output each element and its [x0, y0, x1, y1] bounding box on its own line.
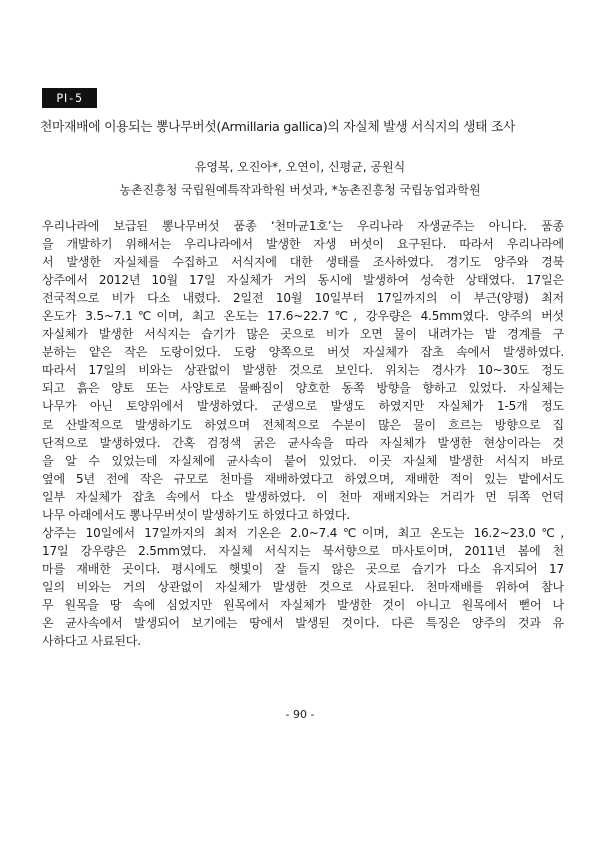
abstract-line: 을 개발하기 위해서는 우리나라에서 발생한 자생 버섯이 요구된다. 따라서 우리나라에: [42, 237, 564, 252]
abstract-line: 17일 강우량은 2.5mm였다. 자실체 서식지는 북서향으로 마사토이며, 2011년 봄에 천: [42, 543, 564, 558]
abstract-line: 나무가 아닌 토양위에서 발생하였다. 군생으로 발생도 하였지만 자실체가 1-5개 정도: [42, 399, 564, 414]
page-number: - 90 -: [285, 708, 315, 721]
abstract-line: 로 산발적으로 발생하기도 하였으며 전체적으로 수분이 많은 물이 흐르는 방향으로 집: [42, 417, 564, 432]
abstract-line: 우리나라에 보급된 뽕나무버섯 품종 ‘천마균1호’는 우리나라 자생균주는 아니다. 품종: [42, 219, 564, 233]
abstract-line: 되고 흙은 양토 또는 사양토로 물빠짐이 양호한 동쪽 방향을 향하고 있었다. 자실체는: [42, 381, 564, 396]
abstract-line: 을 알 수 있었는데 자실체에 균사속이 붙어 있었다. 이곳 자실체 발생한 서식지 바로: [42, 453, 564, 468]
abstract-line: 따라서 17일의 비와는 상관없이 발생한 것으로 보인다. 위치는 경사가 10~30도 정도: [42, 363, 564, 378]
section-code-badge: PⅠ-5: [42, 88, 97, 108]
abstract-line: 상주는 10일에서 17일까지의 최저 기온은 2.0~7.4℃이며, 최고 온도는 16.2~23.0℃,: [42, 525, 564, 540]
abstract-line: 일의 비와는 거의 상관없이 자실체가 발생한 것으로 사료된다. 천마재배를 위하여 참나: [42, 579, 564, 594]
abstract-line: 상주에서 2012년 10월 17일 자실체가 거의 동시에 발생하여 성숙한 상태였다. 17일은: [42, 273, 564, 288]
abstract-line: 사하다고 사료된다.: [42, 634, 141, 649]
author-affiliation: 농촌진흥청 국립원예특작과학원 버섯과, *농촌진흥청 국립농업과학원: [119, 183, 481, 197]
abstract-line: 나무 아래에서도 뽕나무버섯이 발생하기도 하였다고 하였다.: [42, 507, 351, 522]
abstract-line: 단적으로 발생하였다. 간혹 검정색 굵은 균사속을 따라 자실체가 발생한 현상이라는 것: [42, 435, 564, 450]
abstract-line: 온도가 3.5~7.1℃이며, 최고 온도는 17.6~22.7℃, 강우량은 4.5mm였다. 양주의 버섯: [42, 309, 564, 324]
abstract-line: 무 원목을 땅 속에 심었지만 원목에서 자실체가 발생한 것이 아니고 원목에서 뻗어 나: [42, 597, 564, 612]
abstract-line: 옆에 5년 전에 작은 규모로 천마를 재배하였다고 하였으며, 재배한 적이 있는 밭에서도: [42, 471, 564, 486]
paper-title: 천마재배에 이용되는 뽕나무버섯(Armillaria gallica)의 자실체 발생 서식지의 생태 조사: [40, 120, 516, 135]
abstract-line: 전국적으로 비가 다소 내렸다. 2일전 10월 10일부터 17일까지의 이 부근(양평) 최저: [42, 291, 564, 306]
abstract-line: 일부 자실체가 잡초 속에서 다소 발생하였다. 이 천마 재배지와는 거리가 먼 뒤쪽 언덕: [42, 489, 564, 504]
abstract-body: [42, 217, 564, 650]
author-list: 유영복, 오진아*, 오연이, 신평균, 공원식: [194, 160, 406, 174]
abstract-line: 마를 재배한 곳이다. 평시에도 햇빛이 잘 들지 않은 곳으로 습기가 다소 유지되어 17: [42, 561, 564, 576]
abstract-line: 분하는 얕은 작은 도랑이었다. 도랑 양쪽으로 버섯 자실체가 잡초 속에서 발생하였다.: [42, 345, 564, 360]
abstract-line: 자실체가 발생한 서식지는 습기가 많은 곳으로 비가 오면 물이 내려가는 밭 경계를 구: [42, 327, 564, 342]
abstract-line: 온 균사속에서 발생되어 보기에는 땅에서 발생된 것이다. 다른 특징은 양주의 것과 유: [42, 616, 564, 631]
abstract-line: 서 발생한 자실체를 수집하고 서식지에 대한 생태를 조사하였다. 경기도 양주와 경북: [42, 255, 564, 270]
